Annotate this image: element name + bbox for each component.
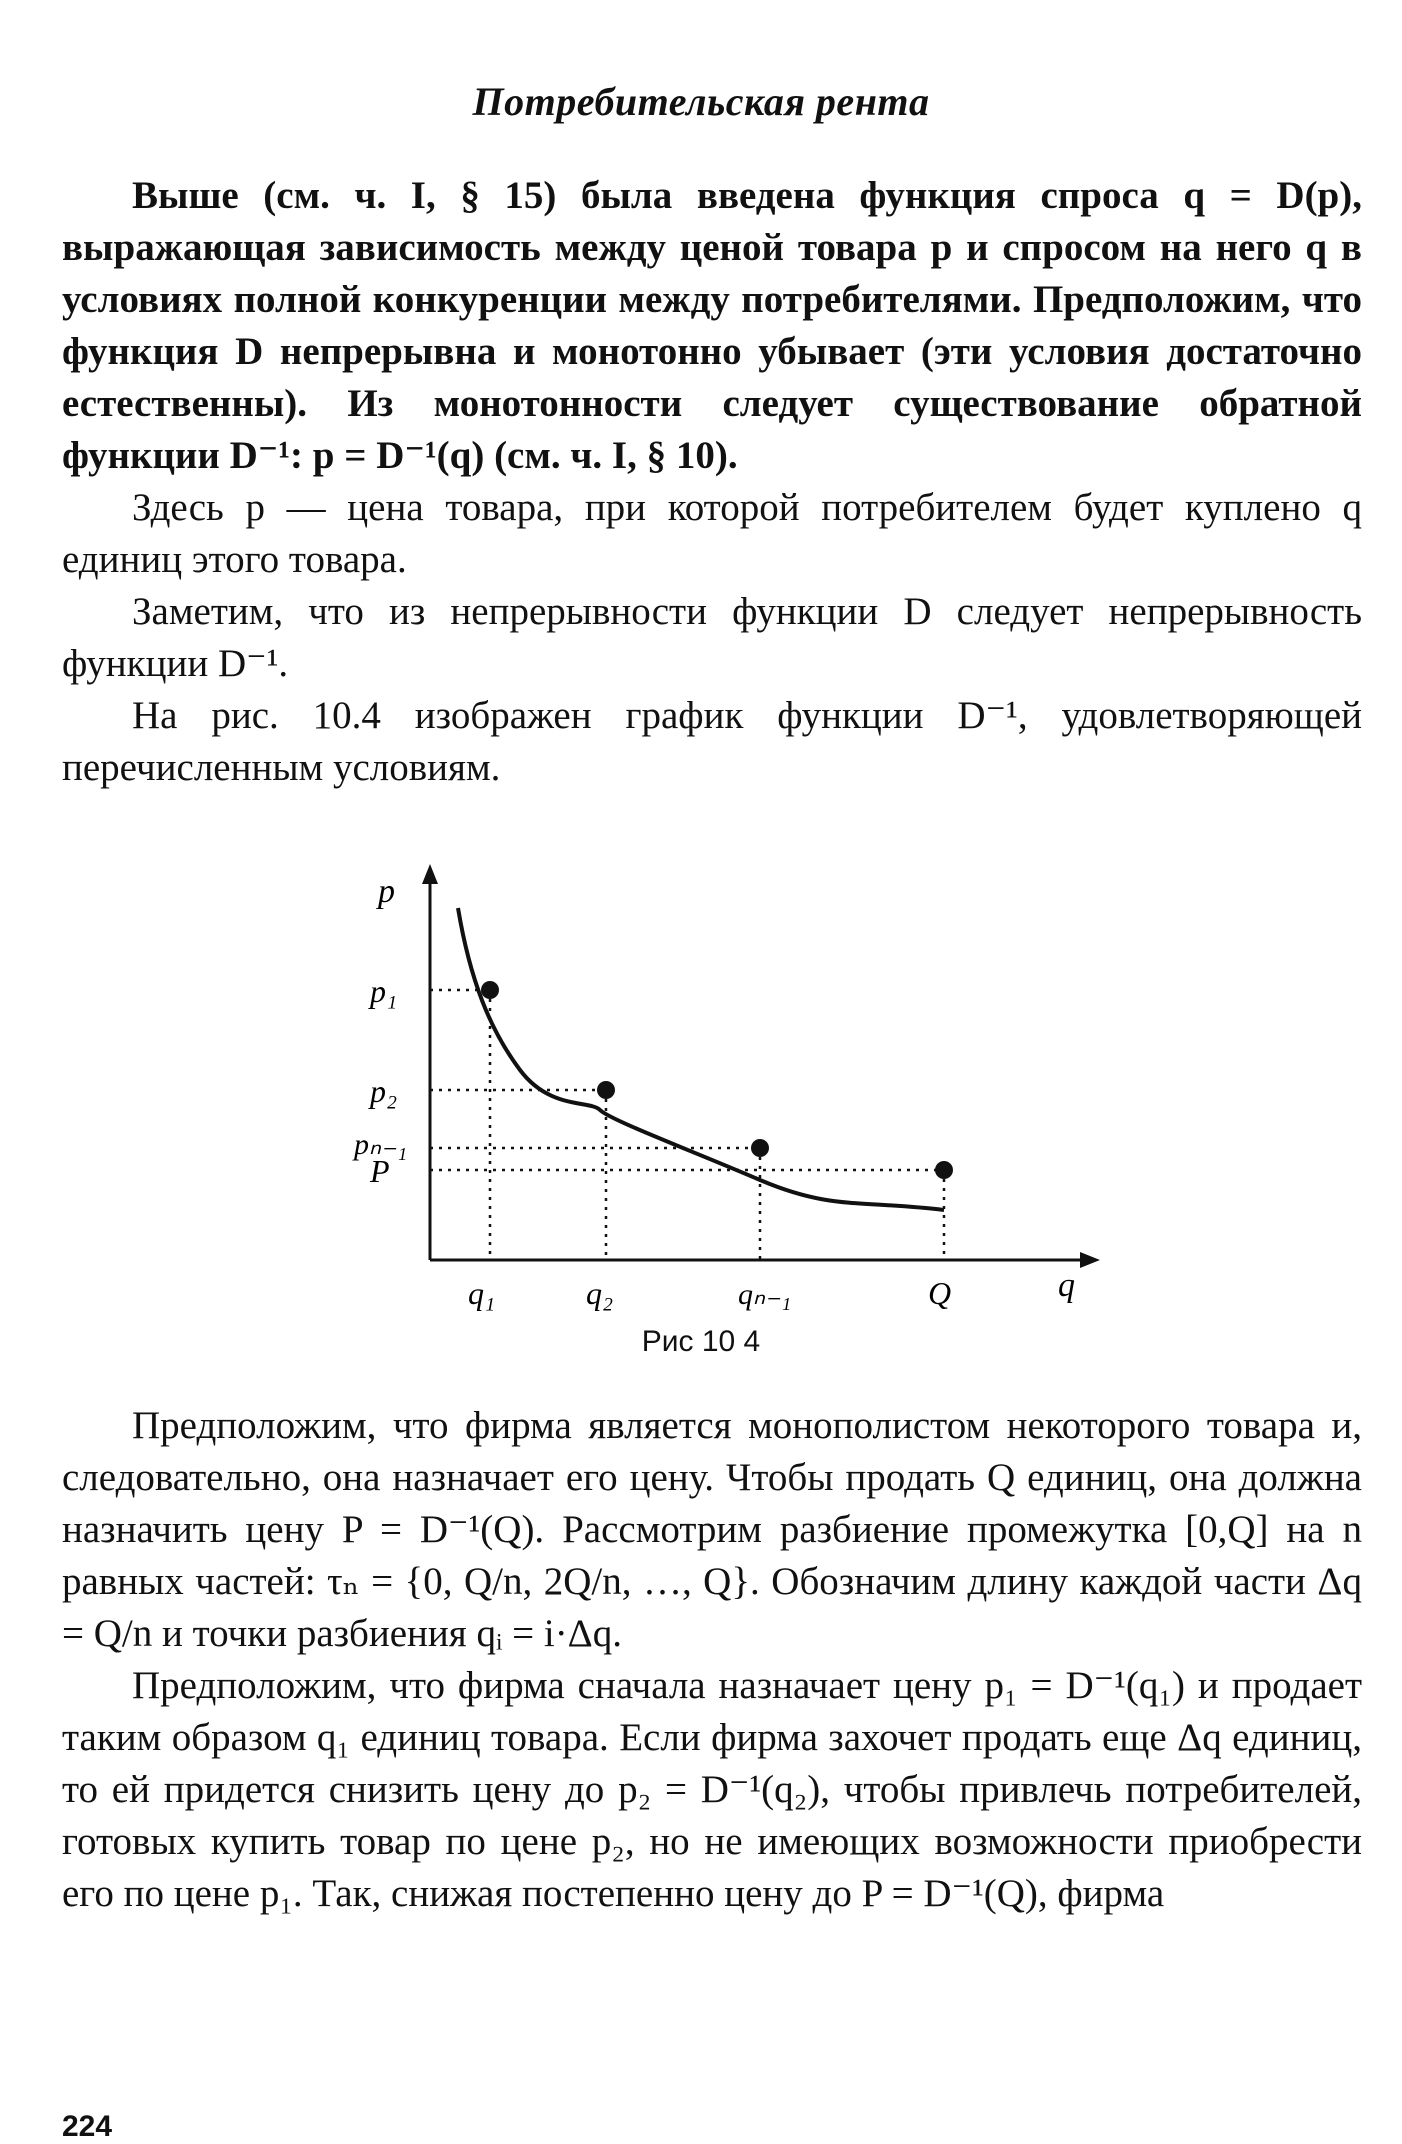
point-Q xyxy=(935,1161,953,1179)
x-axis-arrow xyxy=(1080,1252,1100,1268)
label-y-axis: p xyxy=(378,873,395,910)
demand-inverse-figure xyxy=(340,860,1130,1320)
guide-lines xyxy=(430,990,944,1260)
label-qn1: qₙ₋₁ xyxy=(738,1278,792,1311)
text-block-intro xyxy=(62,170,1362,794)
label-p1: p₁ xyxy=(370,973,398,1009)
text-block-monopoly xyxy=(62,1400,1362,1920)
paragraph-1: Выше (см. ч. I, § 15) была введена функция спроса q = D(p), выражающая зависимость между ценой товара p и спросом на него q в условиях полной конкуренции между потребителями. Предположим, что функция D непрерывна и монотонно убывает (эти условия достаточно естественны). Из монотонности следует существование обратной функции D⁻¹: p = D⁻¹(q) (см. ч. I, § 10). xyxy=(62,174,1362,477)
label-p2: p₂ xyxy=(370,1073,398,1109)
paragraph-6: Предположим, что фирма сначала назначает цену p₁ = D⁻¹(q₁) и продает таким образом q₁ единиц товара. Если фирма захочет продать еще Δq единиц, то ей придется снизить цену до p₂ = D⁻¹(q₂), чтобы привлечь потребителей, готовых купить товар по цене p₂, но не имеющих возможности приобрести его по цене p₁. Так, снижая постепенно цену до P = D⁻¹(Q), фирма xyxy=(62,1664,1362,1915)
paragraph-4: На рис. 10.4 изображен график функции D⁻¹, удовлетворяющей перечисленным условиям. xyxy=(62,694,1362,789)
label-P: P xyxy=(370,1153,390,1189)
page-number: 224 xyxy=(62,2110,113,2143)
inverse-demand-curve xyxy=(458,908,944,1210)
figure-svg xyxy=(340,860,1130,1320)
paragraph-3: Заметим, что из непрерывности функции D следует непрерывность функции D⁻¹. xyxy=(62,590,1362,685)
paragraph-2: Здесь p — цена товара, при которой потребителем будет куплено q единиц этого товара. xyxy=(62,486,1362,581)
point-q1 xyxy=(481,981,499,999)
paragraph-5: Предположим, что фирма является монополистом некоторого товара и, следовательно, она назначает его цену. Чтобы продать Q единиц, она должна назначить цену P = D⁻¹(Q). Рассмотрим разбиение промежутка [0,Q] на n равных частей: τₙ = {0, Q/n, 2Q/n, …, Q}. Обозначим длину каждой части Δq = Q/n и точки разбиения qᵢ = i·Δq. xyxy=(62,1404,1362,1655)
point-qn1 xyxy=(751,1139,769,1157)
label-pn1: pₙ₋₁ xyxy=(354,1128,408,1161)
label-Q: Q xyxy=(928,1275,952,1311)
label-x-axis: q xyxy=(1058,1267,1075,1304)
point-q2 xyxy=(597,1081,615,1099)
label-q1: q₁ xyxy=(468,1275,496,1311)
label-q2: q₂ xyxy=(586,1275,614,1311)
figure-caption: Рис 10 4 xyxy=(641,1325,761,1358)
page-title: Потребительская рента xyxy=(472,79,930,124)
y-axis-arrow xyxy=(422,864,438,884)
